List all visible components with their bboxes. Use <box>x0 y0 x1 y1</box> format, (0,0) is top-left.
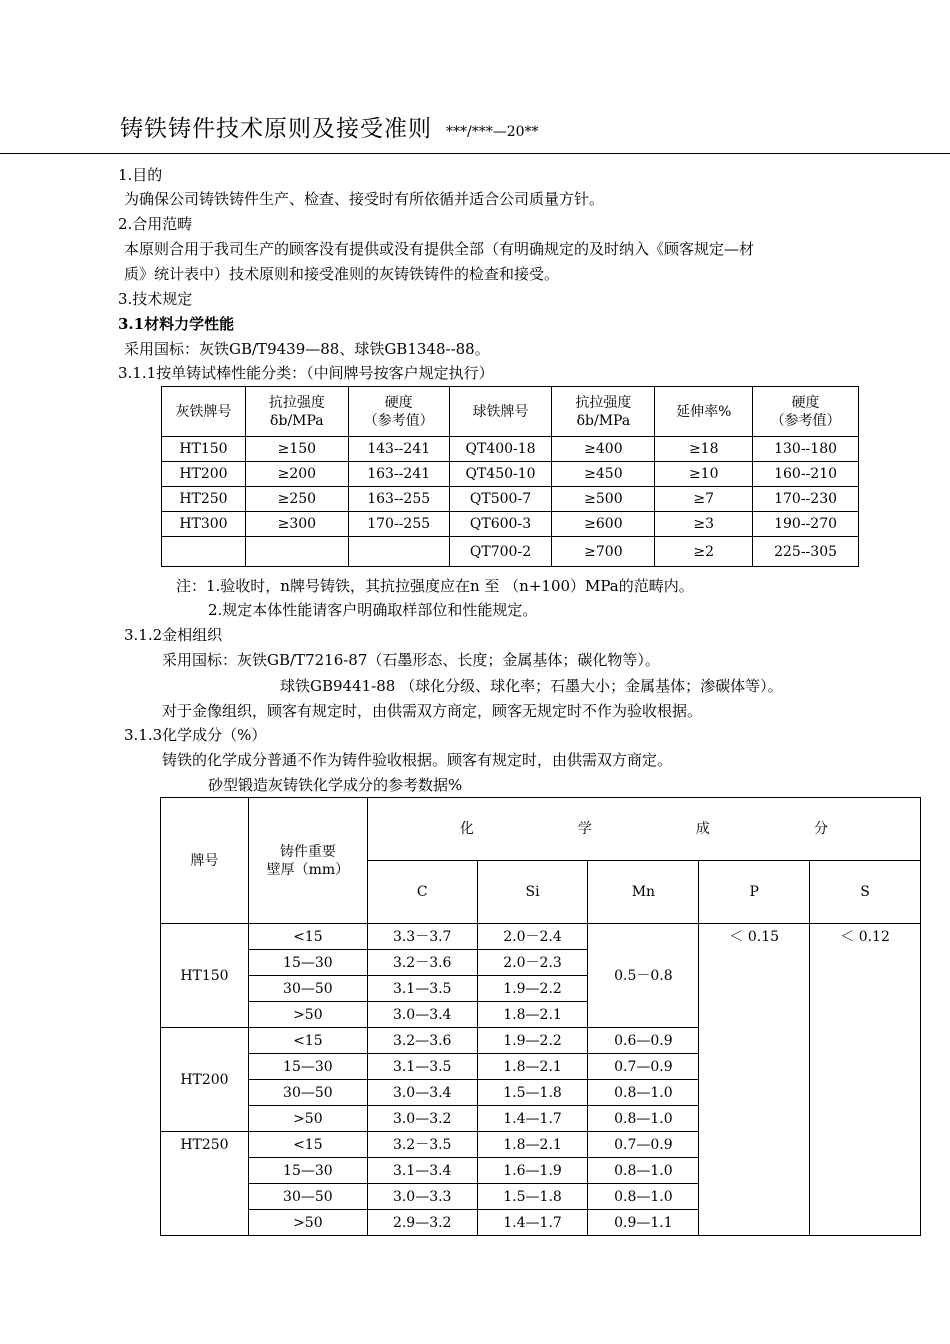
section-1-text: 为确保公司铸铁铸件生产、检查、接受时有所依循并适合公司质量方针。 <box>124 190 605 208</box>
cell: >50 <box>248 1106 367 1132</box>
cell: 0.8—1.0 <box>588 1080 699 1106</box>
grade-ht200: HT200 <box>161 1028 249 1132</box>
cell <box>162 537 246 567</box>
cell: ≥18 <box>655 437 753 462</box>
cell: 160--210 <box>753 462 859 487</box>
cell: 1.8—2.1 <box>477 1002 588 1028</box>
cell: 15—30 <box>248 1054 367 1080</box>
cell: ≥200 <box>245 462 348 487</box>
header-hardness2-line2: （参考值） <box>770 412 841 429</box>
cell: 3.0—3.4 <box>367 1080 477 1106</box>
document-title: 铸铁铸件技术原则及接受准则 <box>120 116 432 142</box>
comp-char: 化 <box>459 821 474 837</box>
cell: 2.0－2.3 <box>477 950 588 976</box>
header-chemical-composition <box>367 798 920 861</box>
section-3-1-standard: 采用国标：灰铁GB/T9439—88、球铁GB1348--88。 <box>124 340 490 358</box>
section-1-heading: 1.目的 <box>118 166 163 184</box>
cell: 1.4—1.7 <box>477 1106 588 1132</box>
s-value: ＜ 0.12 <box>810 924 921 1236</box>
cell: 0.8—1.0 <box>588 1158 699 1184</box>
cell: ≥450 <box>552 462 655 487</box>
cell <box>348 537 449 567</box>
cell: QT400-18 <box>449 437 552 462</box>
cell: HT300 <box>162 512 246 537</box>
table-row <box>162 512 859 537</box>
section-3-heading: 3.技术规定 <box>118 290 193 308</box>
cell: 0.9—1.1 <box>588 1210 699 1236</box>
table-row <box>162 537 859 567</box>
cell: 0.6—0.9 <box>588 1028 699 1054</box>
cell: 170--255 <box>348 512 449 537</box>
cell: 3.0—3.4 <box>367 1002 477 1028</box>
cell: ≥150 <box>245 437 348 462</box>
cell: 0.8—1.0 <box>588 1106 699 1132</box>
header-s: S <box>810 861 921 924</box>
section-3-1-2-line2: 球铁GB9441-88 （球化分级、球化率；石墨大小；金属基体；渗碳体等）。 <box>280 677 783 695</box>
cell: 0.8—1.0 <box>588 1184 699 1210</box>
cell: 3.1—3.4 <box>367 1158 477 1184</box>
header-thickness-line1: 铸件重要 <box>279 843 336 860</box>
cell: ≥3 <box>655 512 753 537</box>
cell: 0.7—0.9 <box>588 1132 699 1158</box>
header-elongation: 延伸率% <box>655 387 753 437</box>
header-c: C <box>367 861 477 924</box>
section-3-1-2-line1: 采用国标：灰铁GB/T7216-87（石墨形态、长度；金属基体；碳化物等）。 <box>162 651 660 669</box>
table-row <box>162 437 859 462</box>
comp-char: 分 <box>813 821 828 837</box>
mn-ht150: 0.5－0.8 <box>588 924 699 1028</box>
cell: QT450-10 <box>449 462 552 487</box>
cell: HT250 <box>162 487 246 512</box>
cell: 3.0—3.3 <box>367 1184 477 1210</box>
mech-header-row <box>162 387 859 437</box>
cell: ≥10 <box>655 462 753 487</box>
cell: 143--241 <box>348 437 449 462</box>
section-3-1-1-heading: 3.1.1按单铸试棒性能分类：（中间牌号按客户规定执行） <box>118 364 494 382</box>
cell: ≥250 <box>245 487 348 512</box>
chem-header-row-1 <box>161 798 921 861</box>
cell: 3.0—3.2 <box>367 1106 477 1132</box>
table-row <box>162 462 859 487</box>
section-3-1-2-line3: 对于金像组织，顾客有规定时，由供需双方商定，顾客无规定时不作为验收根据。 <box>162 702 703 720</box>
cell: 225--305 <box>753 537 859 567</box>
section-2-heading: 2.合用范畴 <box>118 215 193 233</box>
cell: 3.2－3.6 <box>367 950 477 976</box>
cell: 163--255 <box>348 487 449 512</box>
header-p: P <box>699 861 810 924</box>
cell: 2.9—3.2 <box>367 1210 477 1236</box>
header-hardness-2 <box>753 387 859 437</box>
cell: 1.9—2.2 <box>477 976 588 1002</box>
comp-char: 学 <box>577 821 592 837</box>
cell: 3.2－3.5 <box>367 1132 477 1158</box>
header-grade: 牌号 <box>161 798 249 924</box>
page-title <box>120 110 539 143</box>
note-2: 2.规定本体性能请客户明确取样部位和性能规定。 <box>208 601 538 619</box>
cell: 190--270 <box>753 512 859 537</box>
header-si: Si <box>477 861 588 924</box>
header-mn: Mn <box>588 861 699 924</box>
header-hardness <box>348 387 449 437</box>
cell: ≥2 <box>655 537 753 567</box>
header-hardness2-line1: 硬度 <box>791 394 820 411</box>
cell: QT600-3 <box>449 512 552 537</box>
header-tensile <box>245 387 348 437</box>
grade-ht150: HT150 <box>161 924 249 1028</box>
section-3-1-heading: 3.1材料力学性能 <box>118 315 235 333</box>
note-1: 注：1.验收时，n牌号铸铁，其抗拉强度应在n 至 （n+100）MPa的范畴内。 <box>176 577 694 595</box>
section-3-1-3-heading: 3.1.3化学成分（%） <box>124 726 267 744</box>
cell: 3.3－3.7 <box>367 924 477 950</box>
cell: 1.9—2.2 <box>477 1028 588 1054</box>
header-hardness-line2: （参考值） <box>363 412 434 429</box>
cell: 30—50 <box>248 1184 367 1210</box>
cell: 1.8—2.1 <box>477 1054 588 1080</box>
cell: ≥700 <box>552 537 655 567</box>
mechanical-properties-table <box>161 386 859 567</box>
cell: 2.0－2.4 <box>477 924 588 950</box>
cell: 130--180 <box>753 437 859 462</box>
header-divider <box>0 153 950 154</box>
cell: ≥300 <box>245 512 348 537</box>
cell: 30—50 <box>248 1080 367 1106</box>
comp-char: 成 <box>695 821 710 837</box>
cell: 170--230 <box>753 487 859 512</box>
cell: QT500-7 <box>449 487 552 512</box>
header-thickness-line2: 壁厚（mm） <box>266 861 350 878</box>
section-2-text-line2: 质》统计表中）技术原则和接受准则的灰铸铁铸件的检查和接受。 <box>124 265 560 283</box>
p-value: ＜ 0.15 <box>699 924 810 1236</box>
chem-table-caption: 砂型锻造灰铸铁化学成分的参考数据% <box>208 776 463 794</box>
cell: 0.7—0.9 <box>588 1054 699 1080</box>
cell: <15 <box>248 924 367 950</box>
cell: 1.6—1.9 <box>477 1158 588 1184</box>
header-wall-thickness <box>248 798 367 924</box>
cell: 1.8—2.1 <box>477 1132 588 1158</box>
cell: 15—30 <box>248 1158 367 1184</box>
table-row <box>162 487 859 512</box>
cell <box>245 537 348 567</box>
cell: <15 <box>248 1132 367 1158</box>
cell: >50 <box>248 1002 367 1028</box>
cell: ≥600 <box>552 512 655 537</box>
cell: 30—50 <box>248 976 367 1002</box>
cell: 1.5—1.8 <box>477 1184 588 1210</box>
header-gray-grade: 灰铁牌号 <box>162 387 246 437</box>
header-ductile-grade: 球铁牌号 <box>449 387 552 437</box>
cell: 163--241 <box>348 462 449 487</box>
header-tensile2-line1: 抗拉强度 <box>575 394 632 411</box>
cell: HT200 <box>162 462 246 487</box>
cell: 3.2—3.6 <box>367 1028 477 1054</box>
cell: 1.5—1.8 <box>477 1080 588 1106</box>
section-2-text-line1: 本原则合用于我司生产的顾客没有提供或没有提供全部（有明确规定的及时纳入《顾客规定—材 <box>124 240 755 258</box>
chemical-composition-table <box>160 797 921 1236</box>
header-tensile-line1: 抗拉强度 <box>268 394 325 411</box>
cell: HT150 <box>162 437 246 462</box>
cell: QT700-2 <box>449 537 552 567</box>
cell: 3.1—3.5 <box>367 976 477 1002</box>
header-tensile-2 <box>552 387 655 437</box>
cell: >50 <box>248 1210 367 1236</box>
document-code: ***/***—20** <box>446 124 539 140</box>
cell: ≥7 <box>655 487 753 512</box>
cell: ≥500 <box>552 487 655 512</box>
header-hardness-line1: 硬度 <box>384 394 413 411</box>
cell: 1.4—1.7 <box>477 1210 588 1236</box>
grade-ht250: HT250 <box>161 1132 249 1236</box>
cell: <15 <box>248 1028 367 1054</box>
table-row <box>161 924 921 950</box>
section-3-1-2-heading: 3.1.2金相组织 <box>124 626 223 644</box>
cell: 15—30 <box>248 950 367 976</box>
cell: ≥400 <box>552 437 655 462</box>
header-tensile-line2: δb/MPa <box>270 412 324 429</box>
header-tensile2-line2: δb/MPa <box>576 412 631 429</box>
cell: 3.1—3.5 <box>367 1054 477 1080</box>
section-3-1-3-line1: 铸铁的化学成分普通不作为铸件验收根据。顾客有规定时，由供需双方商定。 <box>162 751 673 769</box>
